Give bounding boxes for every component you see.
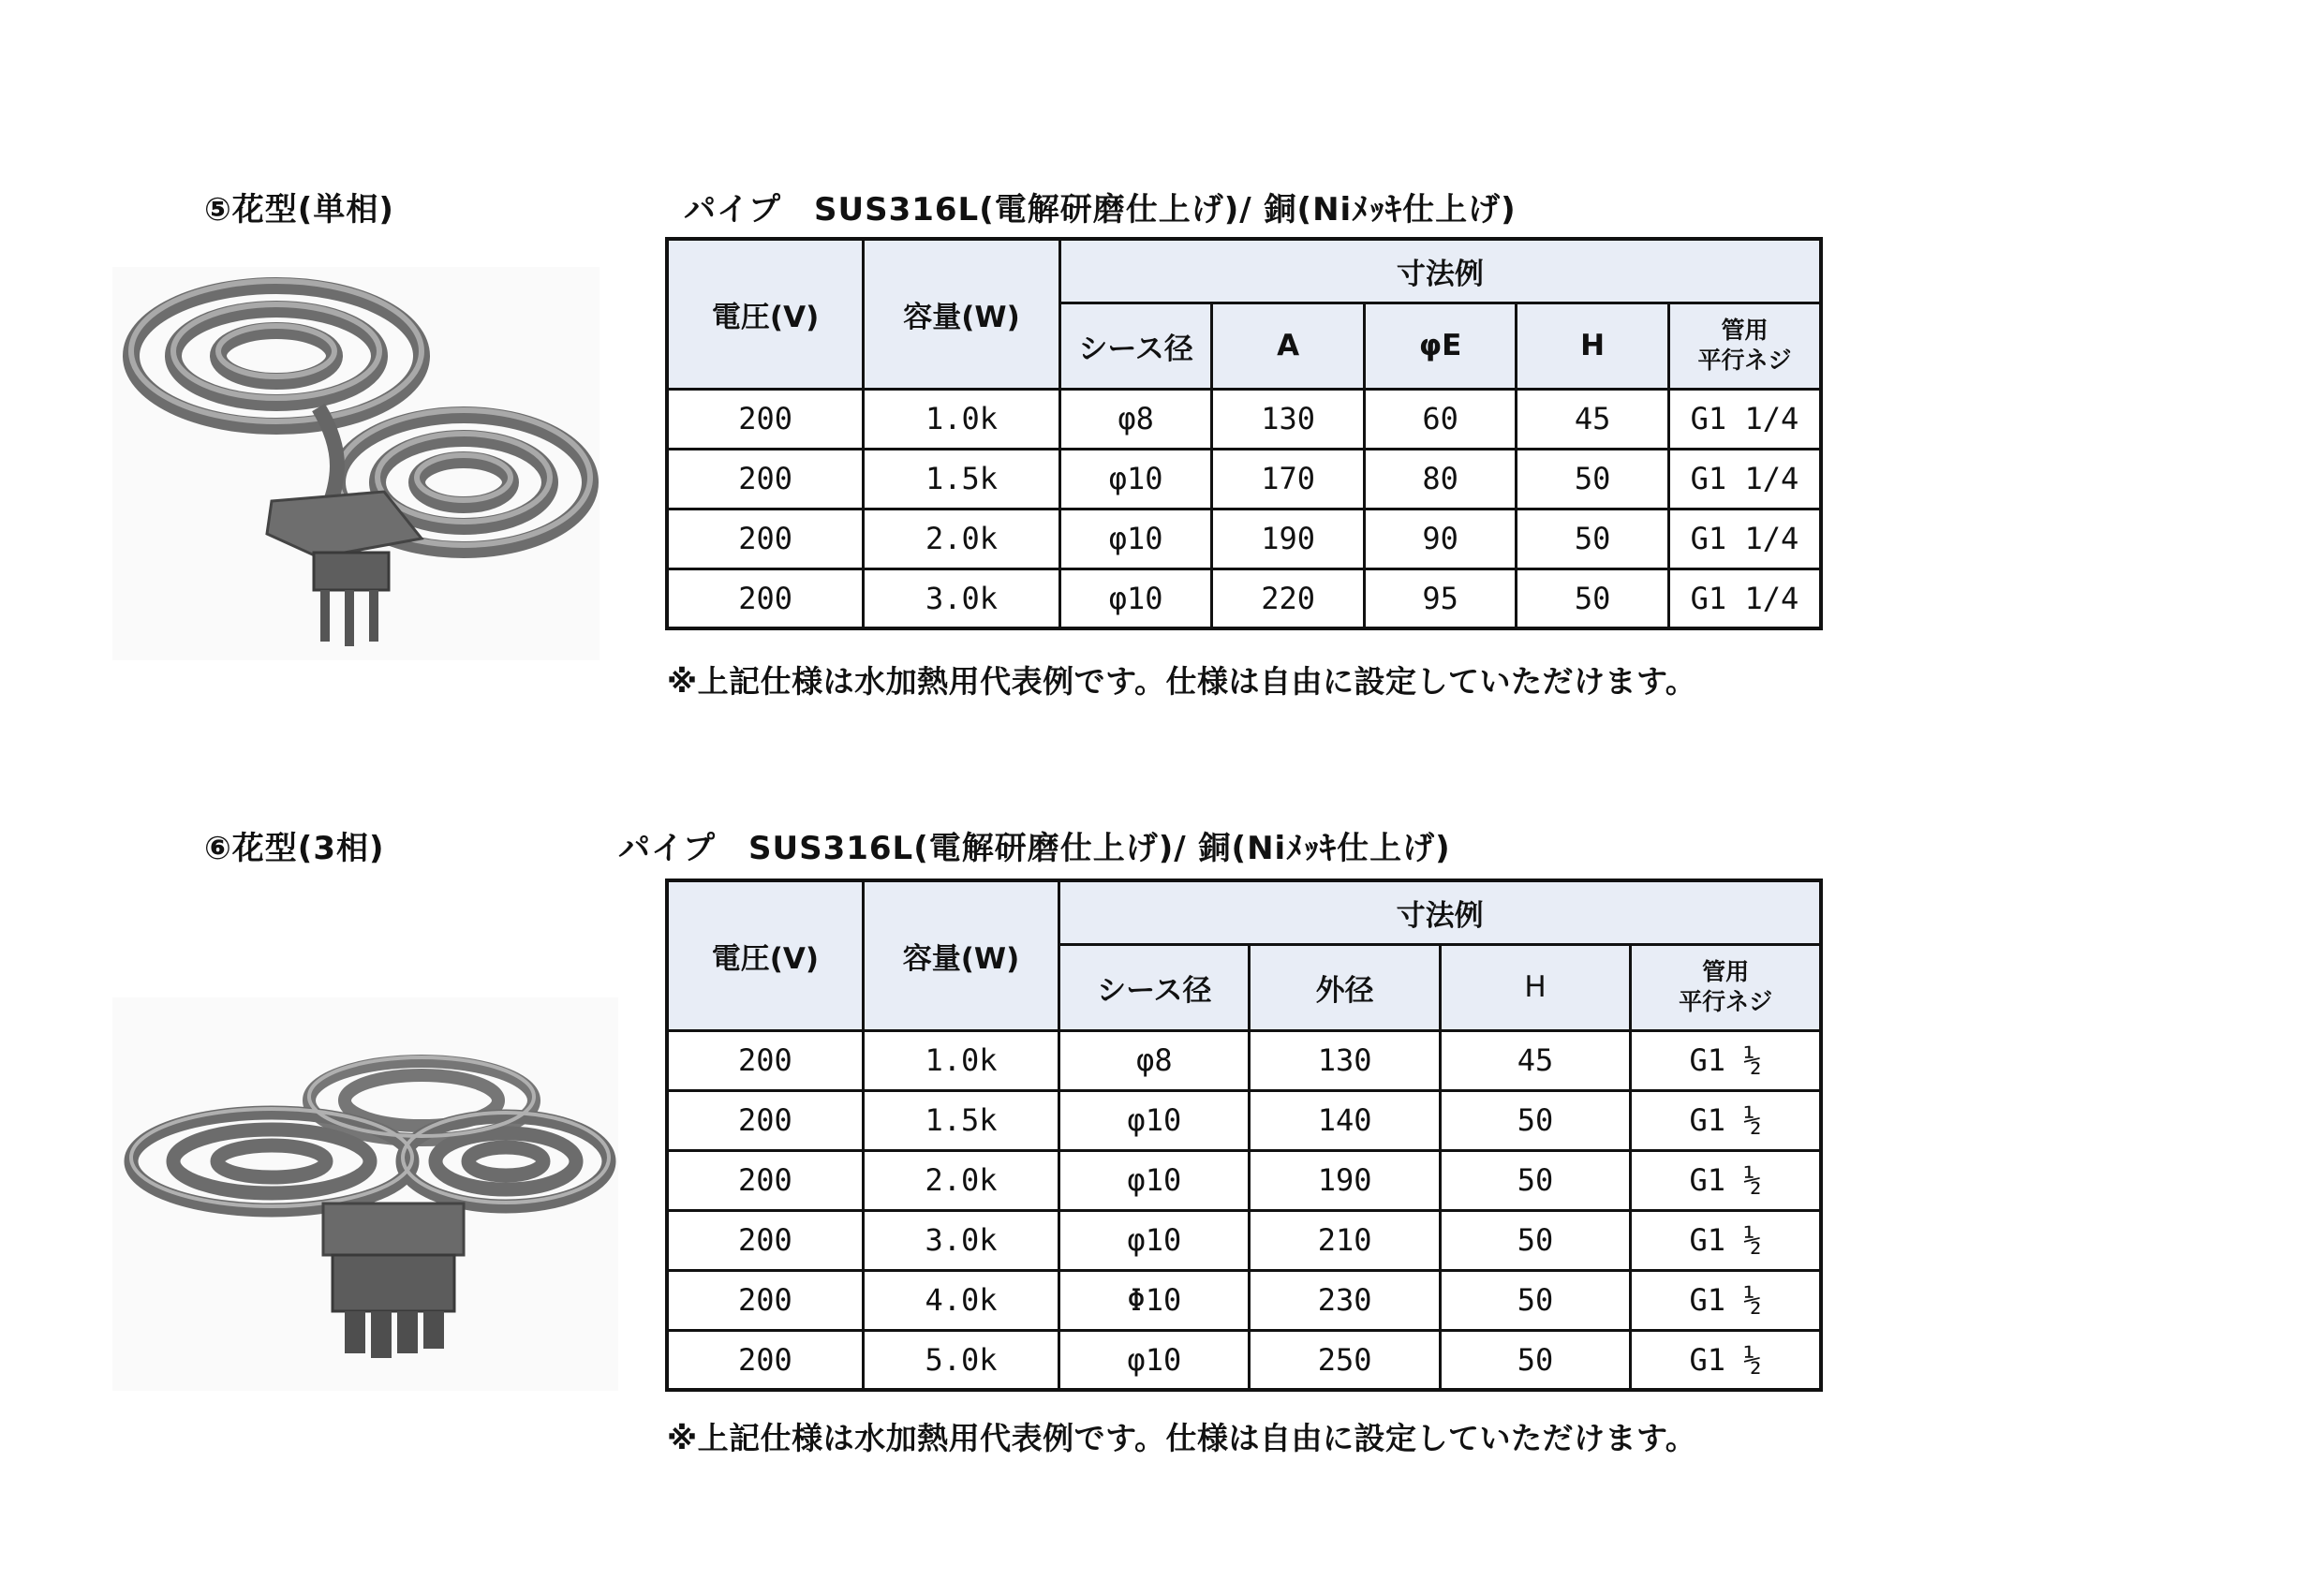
table-row xyxy=(667,1090,1821,1150)
table-cell: G1 ½ xyxy=(1631,1330,1821,1390)
table-row xyxy=(667,509,1821,569)
table-cell: 45 xyxy=(1440,1030,1630,1090)
header-outer-diameter: 外径 xyxy=(1250,944,1440,1030)
table-cell: 170 xyxy=(1212,449,1365,509)
table-cell: 50 xyxy=(1440,1150,1630,1210)
table-cell: G1 1/4 xyxy=(1668,569,1821,628)
table-cell: G1 1/4 xyxy=(1668,509,1821,569)
header-voltage: 電圧(V) xyxy=(667,880,863,1030)
table-cell: 50 xyxy=(1517,449,1669,509)
table-row xyxy=(667,1030,1821,1090)
header-thread-line2: 平行ネジ xyxy=(1697,347,1792,374)
table-cell: 190 xyxy=(1212,509,1365,569)
table-cell: 140 xyxy=(1250,1090,1440,1150)
table-cell: φ10 xyxy=(1059,569,1212,628)
table-cell: 1.5k xyxy=(864,449,1060,509)
header-h: H xyxy=(1517,303,1669,389)
spec-table-three-phase xyxy=(665,879,1823,1392)
table-cell: φ10 xyxy=(1059,1330,1250,1390)
table-cell: φ8 xyxy=(1059,1030,1250,1090)
header-phi-e: φE xyxy=(1364,303,1517,389)
table-cell: 130 xyxy=(1212,389,1365,449)
header-thread xyxy=(1631,944,1821,1030)
table-row xyxy=(667,569,1821,628)
table-cell: 210 xyxy=(1250,1210,1440,1270)
header-capacity: 容量(W) xyxy=(864,239,1060,389)
material-description: パイプ SUS316L(電解研磨仕上げ)/ 銅(Niﾒｯｷ仕上げ) xyxy=(684,191,1517,229)
table-cell: φ10 xyxy=(1059,509,1212,569)
header-thread-line2: 平行ネジ xyxy=(1679,988,1773,1015)
table-cell: 200 xyxy=(667,389,864,449)
header-thread-line1: 管用 xyxy=(1702,958,1750,985)
table-cell: 50 xyxy=(1440,1270,1630,1330)
table-cell: φ10 xyxy=(1059,1210,1250,1270)
table-cell: 200 xyxy=(667,1330,863,1390)
table-cell: 200 xyxy=(667,1210,863,1270)
table-cell: Φ10 xyxy=(1059,1270,1250,1330)
table-cell: 190 xyxy=(1250,1150,1440,1210)
table-cell: 90 xyxy=(1364,509,1517,569)
table-cell: 80 xyxy=(1364,449,1517,509)
table-cell: G1 ½ xyxy=(1631,1210,1821,1270)
table-cell: G1 ½ xyxy=(1631,1270,1821,1330)
single-phase-heater-image xyxy=(112,267,600,660)
table-cell: 50 xyxy=(1517,509,1669,569)
table-cell: 200 xyxy=(667,569,864,628)
table-cell: 200 xyxy=(667,1270,863,1330)
table-row xyxy=(667,389,1821,449)
spec-note-single-phase: ※上記仕様は水加熱用代表例です。仕様は自由に設定していただけます。 xyxy=(667,663,1697,700)
table-row xyxy=(667,449,1821,509)
section-title-single-phase: ⑤花型(単相) xyxy=(204,191,394,229)
table-cell: 200 xyxy=(667,1150,863,1210)
table-cell: 3.0k xyxy=(863,1210,1058,1270)
table-cell: 95 xyxy=(1364,569,1517,628)
three-phase-heater-image xyxy=(112,997,618,1391)
table-cell: 45 xyxy=(1517,389,1669,449)
table-cell: 60 xyxy=(1364,389,1517,449)
table-cell: G1 1/4 xyxy=(1668,389,1821,449)
table-cell: 2.0k xyxy=(864,509,1060,569)
table-cell: 1.0k xyxy=(864,389,1060,449)
table-cell: 2.0k xyxy=(863,1150,1058,1210)
section-title-three-phase: ⑥花型(3相) xyxy=(204,830,385,867)
table-row xyxy=(667,1150,1821,1210)
table-cell: 200 xyxy=(667,1090,863,1150)
table-row xyxy=(667,1330,1821,1390)
spec-table-single-phase xyxy=(665,237,1823,630)
table-cell: 1.5k xyxy=(863,1090,1058,1150)
header-sheath-diameter: シース径 xyxy=(1059,303,1212,389)
table-cell: 1.0k xyxy=(863,1030,1058,1090)
table-cell: 5.0k xyxy=(863,1330,1058,1390)
table-cell: 50 xyxy=(1517,569,1669,628)
table-cell: φ10 xyxy=(1059,1150,1250,1210)
header-sheath-diameter: シース径 xyxy=(1059,944,1250,1030)
header-thread xyxy=(1668,303,1821,389)
table-cell: φ10 xyxy=(1059,449,1212,509)
header-voltage: 電圧(V) xyxy=(667,239,864,389)
table-cell: 3.0k xyxy=(864,569,1060,628)
table-cell: 130 xyxy=(1250,1030,1440,1090)
header-dimensions: 寸法例 xyxy=(1059,880,1821,944)
header-a: A xyxy=(1212,303,1365,389)
table-cell: G1 ½ xyxy=(1631,1150,1821,1210)
table-row xyxy=(667,1270,1821,1330)
table-cell: 50 xyxy=(1440,1090,1630,1150)
table-cell: 220 xyxy=(1212,569,1365,628)
table-cell: 200 xyxy=(667,449,864,509)
table-cell: 200 xyxy=(667,509,864,569)
table-cell: 50 xyxy=(1440,1330,1630,1390)
table-cell: 250 xyxy=(1250,1330,1440,1390)
material-description-three-phase: パイプ SUS316L(電解研磨仕上げ)/ 銅(Niﾒｯｷ仕上げ) xyxy=(618,830,1451,867)
header-thread-line1: 管用 xyxy=(1721,317,1769,344)
table-row xyxy=(667,1210,1821,1270)
table-cell: G1 ½ xyxy=(1631,1090,1821,1150)
header-h: H xyxy=(1440,944,1630,1030)
table-cell: G1 1/4 xyxy=(1668,449,1821,509)
table-cell: φ8 xyxy=(1059,389,1212,449)
table-cell: 200 xyxy=(667,1030,863,1090)
table-cell: 50 xyxy=(1440,1210,1630,1270)
spec-note-three-phase: ※上記仕様は水加熱用代表例です。仕様は自由に設定していただけます。 xyxy=(667,1420,1697,1456)
header-capacity: 容量(W) xyxy=(863,880,1058,1030)
table-cell: φ10 xyxy=(1059,1090,1250,1150)
table-cell: 230 xyxy=(1250,1270,1440,1330)
table-cell: G1 ½ xyxy=(1631,1030,1821,1090)
header-dimensions: 寸法例 xyxy=(1059,239,1821,303)
table-cell: 4.0k xyxy=(863,1270,1058,1330)
